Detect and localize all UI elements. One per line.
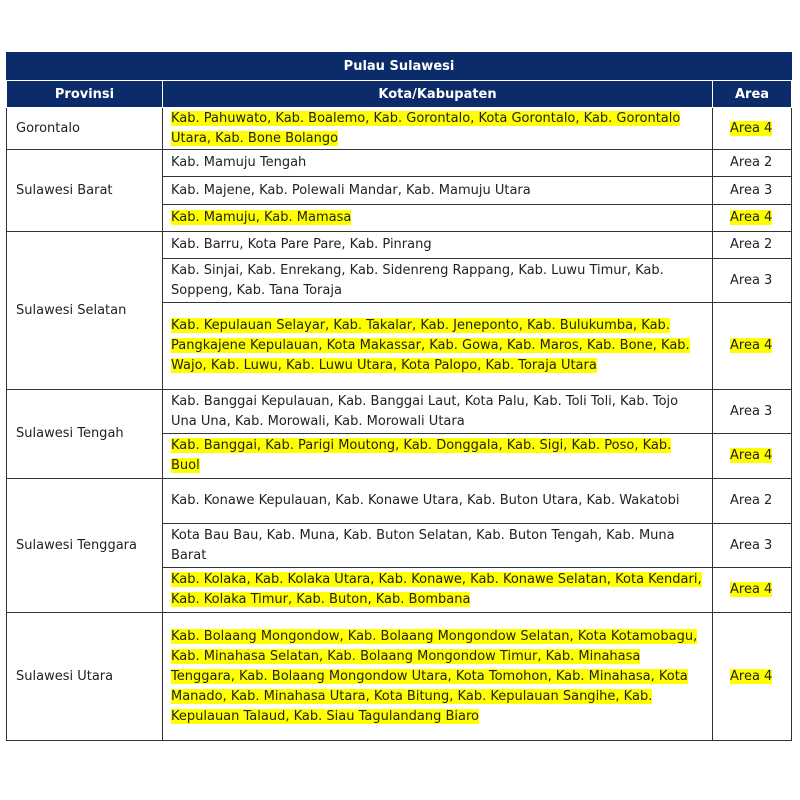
city-list-cell — [163, 613, 713, 741]
area-cell — [713, 568, 792, 613]
area-cell — [713, 205, 792, 232]
column-header-city: Kota/Kabupaten — [163, 81, 713, 108]
city-list-text: Kab. Bolaang Mongondow, Kab. Bolaang Mongondow Selatan, Kota Kotamobagu, Kab. Minahasa Selatan, Kab. Bolaang Mongondow Timur, Kab. Minahasa Tenggara, Kab. Bolaang Mongondow Utara, Kota Tomohon, Kab. Minahasa, Kota Manado, Kab. Minahasa Utara, Kota Bitung, Kab. Kepulauan Sangihe, Kab. Kepulauan Talaud, Kab. Siau Tagulandang Biaro — [171, 628, 698, 724]
area-value: Area 4 — [730, 338, 773, 353]
area-value: Area 4 — [730, 448, 773, 463]
city-list-text: Kab. Kepulauan Selayar, Kab. Takalar, Kab. Jeneponto, Kab. Bulukumba, Kab. Pangkajene Kepulauan, Kota Makassar, Kab. Gowa, Kab. Maros, Kab. Bone, Kab. Wajo, Kab. Luwu, Kab. Luwu Utara, Kota Palopo, Kab. Toraja Utara — [171, 318, 690, 373]
area-value: Area 4 — [730, 668, 773, 684]
table-row — [7, 613, 792, 741]
area-value: Area 2 — [730, 493, 773, 508]
province-cell — [7, 613, 163, 741]
city-list-cell — [163, 108, 713, 150]
city-list-text: Kab. Kolaka, Kab. Kolaka Utara, Kab. Konawe, Kab. Konawe Selatan, Kota Kendari, Kab. Kolaka Timur, Kab. Buton, Kab. Bombana — [171, 572, 702, 607]
area-cell — [713, 150, 792, 177]
area-value: Area 4 — [730, 120, 773, 136]
province-name: Sulawesi Utara — [16, 668, 114, 684]
area-cell — [713, 259, 792, 303]
city-list-cell — [163, 390, 713, 434]
area-value: Area 3 — [730, 182, 773, 198]
area-cell — [713, 524, 792, 568]
city-list-cell — [163, 205, 713, 232]
area-value: Area 3 — [730, 272, 773, 288]
table-header-row — [7, 81, 792, 108]
area-value: Area 4 — [730, 210, 773, 225]
city-list-text: Kab. Banggai Kepulauan, Kab. Banggai Laut, Kota Palu, Kab. Toli Toli, Kab. Tojo Una Una, Kab. Morowali, Kab. Morowali Utara — [171, 393, 679, 429]
city-list-cell — [163, 150, 713, 177]
city-list-text: Kab. Barru, Kota Pare Pare, Kab. Pinrang — [171, 237, 432, 252]
province-cell — [7, 150, 163, 232]
city-list-cell — [163, 479, 713, 524]
area-value: Area 4 — [730, 582, 773, 597]
province-cell — [7, 390, 163, 479]
city-list-text: Kab. Sinjai, Kab. Enrekang, Kab. Sidenreng Rappang, Kab. Luwu Timur, Kab. Soppeng, Kab. Tana Toraja — [171, 262, 664, 298]
province-name: Gorontalo — [16, 120, 80, 136]
city-list-text: Kab. Pahuwato, Kab. Boalemo, Kab. Gorontalo, Kota Gorontalo, Kab. Gorontalo Utara, Kab. Bone Bolango — [171, 110, 681, 146]
province-cell — [7, 232, 163, 390]
area-cell — [713, 108, 792, 150]
area-cell — [713, 613, 792, 741]
area-value: Area 2 — [730, 155, 773, 170]
city-list-text: Kab. Konawe Kepulauan, Kab. Konawe Utara, Kab. Buton Utara, Kab. Wakatobi — [171, 493, 680, 508]
city-list-text: Kab. Banggai, Kab. Parigi Moutong, Kab. Donggala, Kab. Sigi, Kab. Poso, Kab. Buol — [171, 438, 672, 473]
area-cell — [713, 390, 792, 434]
table-row — [7, 108, 792, 150]
area-value: Area 3 — [730, 537, 773, 553]
province-name: Sulawesi Selatan — [16, 302, 127, 318]
table-row — [7, 150, 792, 177]
city-list-cell — [163, 568, 713, 613]
city-list-text: Kab. Mamuju Tengah — [171, 155, 307, 170]
table-row — [7, 232, 792, 259]
area-table — [6, 52, 792, 741]
city-list-text: Kab. Majene, Kab. Polewali Mandar, Kab. Mamuju Utara — [171, 182, 531, 198]
city-list-cell — [163, 434, 713, 479]
table-body — [7, 108, 792, 741]
city-list-cell — [163, 303, 713, 390]
city-list-text: Kota Bau Bau, Kab. Muna, Kab. Buton Selatan, Kab. Buton Tengah, Kab. Muna Barat — [171, 527, 675, 563]
province-name: Sulawesi Barat — [16, 182, 113, 198]
province-cell — [7, 108, 163, 150]
province-cell — [7, 479, 163, 613]
area-cell — [713, 232, 792, 259]
area-cell — [713, 303, 792, 390]
area-table-container — [6, 52, 791, 741]
province-name: Sulawesi Tenggara — [16, 537, 137, 553]
city-list-cell — [163, 524, 713, 568]
city-list-text: Kab. Mamuju, Kab. Mamasa — [171, 210, 352, 225]
column-header-province: Provinsi — [7, 81, 163, 108]
area-cell — [713, 177, 792, 205]
city-list-cell — [163, 259, 713, 303]
city-list-cell — [163, 177, 713, 205]
area-value: Area 2 — [730, 237, 773, 252]
column-header-area: Area — [713, 81, 792, 108]
table-title-row — [7, 53, 792, 81]
province-name: Sulawesi Tengah — [16, 426, 124, 441]
city-list-cell — [163, 232, 713, 259]
area-cell — [713, 479, 792, 524]
table-title: Pulau Sulawesi — [7, 53, 792, 81]
area-value: Area 3 — [730, 403, 773, 419]
area-cell — [713, 434, 792, 479]
table-row — [7, 479, 792, 524]
table-row — [7, 390, 792, 434]
